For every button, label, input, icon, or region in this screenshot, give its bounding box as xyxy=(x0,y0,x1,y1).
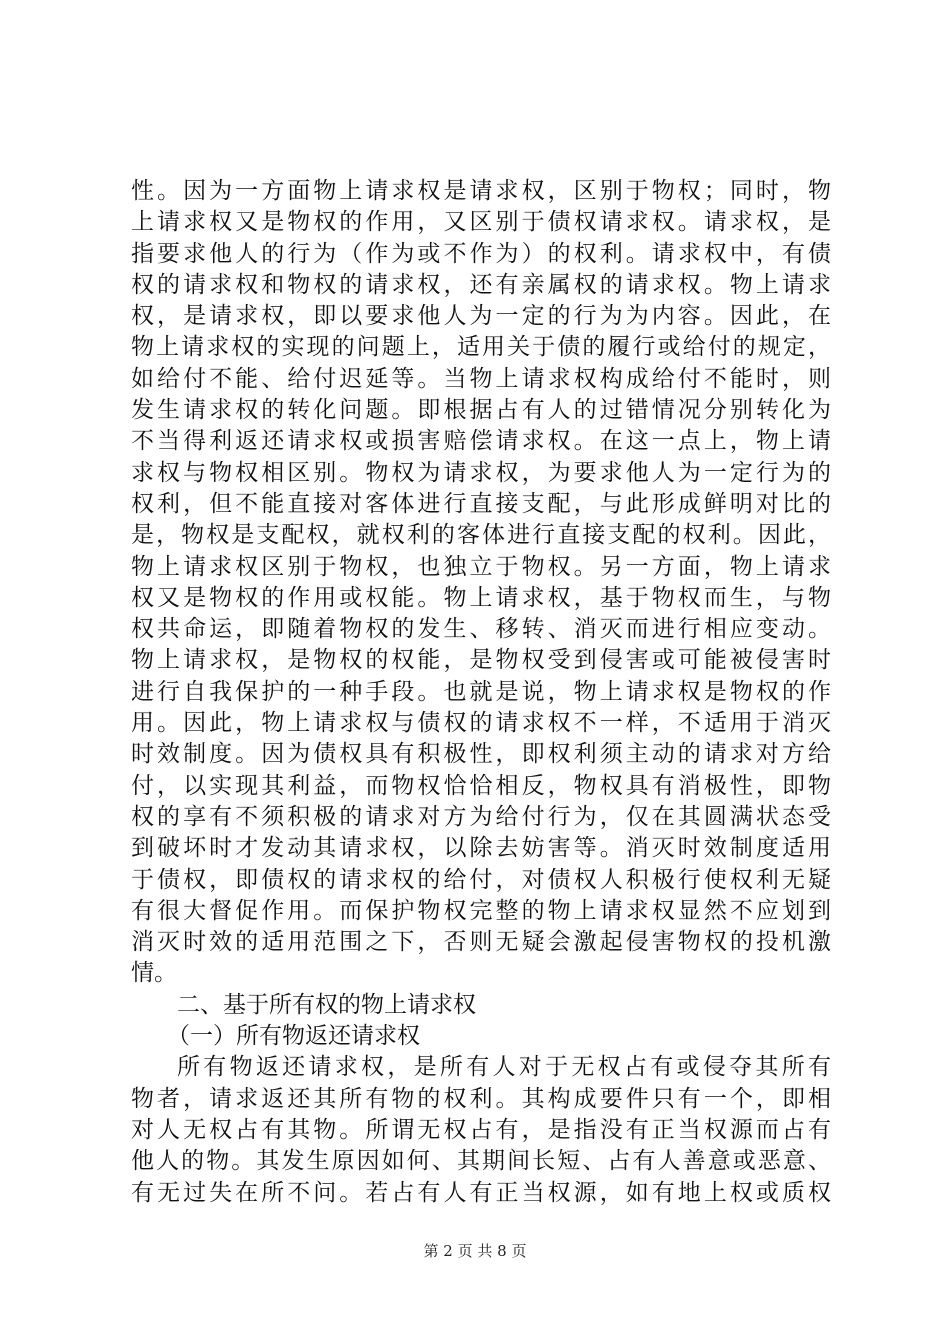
text-line: 权又是物权的作用或权能。物上请求权，基于物权而生，与物 xyxy=(131,584,831,611)
text-line: （一）所有物返还请求权 xyxy=(167,1023,420,1050)
text-line: 二、基于所有权的物上请求权 xyxy=(177,991,476,1018)
text-line: 求权与物权相区别。物权为请求权，为要求他人为一定行为的 xyxy=(131,459,831,486)
text-line: 不当得利返还请求权或损害赔偿请求权。在这一点上，物上请 xyxy=(131,428,831,455)
text-line: 情。 xyxy=(131,960,177,987)
text-line: 物上请求权，是物权的权能，是物权受到侵害或可能被侵害时 xyxy=(131,647,831,674)
text-line: 有无过失在所不问。若占有人有正当权源，如有地上权或质权 xyxy=(131,1179,831,1206)
text-line: 进行自我保护的一种手段。也就是说，物上请求权是物权的作 xyxy=(131,678,831,705)
text-line: 物上请求权区别于物权，也独立于物权。另一方面，物上请求 xyxy=(131,553,831,580)
page-footer: 第 2 页 共 8 页 xyxy=(423,1242,527,1260)
text-line: 权，是请求权，即以要求他人为一定的行为为内容。因此，在 xyxy=(131,303,831,330)
text-line: 发生请求权的转化问题。即根据占有人的过错情况分别转化为 xyxy=(131,397,831,424)
text-line: 权的享有不须积极的请求对方为给付行为，仅在其圆满状态受 xyxy=(131,803,831,830)
text-line: 物上请求权的实现的问题上，适用关于债的履行或给付的规定， xyxy=(131,334,831,361)
text-line: 所有物返还请求权，是所有人对于无权占有或侵夺其所有 xyxy=(177,1054,831,1081)
text-line: 权的请求权和物权的请求权，还有亲属权的请求权。物上请求 xyxy=(131,271,831,298)
text-line: 有很大督促作用。而保护物权完整的物上请求权显然不应划到 xyxy=(131,897,831,924)
text-line: 物者，请求返还其所有物的权利。其构成要件只有一个，即相 xyxy=(131,1085,831,1112)
text-line: 指要求他人的行为（作为或不作为）的权利。请求权中，有债 xyxy=(131,240,831,267)
text-line: 如给付不能、给付迟延等。当物上请求权构成给付不能时，则 xyxy=(131,365,831,392)
text-line: 于债权，即债权的请求权的给付，对债权人积极行使权利无疑 xyxy=(131,866,831,893)
text-line: 性。因为一方面物上请求权是请求权，区别于物权；同时，物 xyxy=(131,178,831,204)
text-line: 他人的物。其发生原因如何、其期间长短、占有人善意或恶意、 xyxy=(131,1148,831,1175)
text-line: 是，物权是支配权，就权利的客体进行直接支配的权利。因此， xyxy=(131,522,831,549)
text-line: 付，以实现其利益，而物权恰恰相反，物权具有消极性，即物 xyxy=(131,772,831,799)
text-line: 对人无权占有其物。所谓无权占有，是指没有正当权源而占有 xyxy=(131,1116,831,1143)
text-line: 时效制度。因为债权具有积极性，即权利须主动的请求对方给 xyxy=(131,741,831,768)
text-line: 到破坏时才发动其请求权，以除去妨害等。消灭时效制度适用 xyxy=(131,835,831,862)
text-line: 用。因此，物上请求权与债权的请求权不一样，不适用于消灭 xyxy=(131,710,831,737)
text-line: 消灭时效的适用范围之下，否则无疑会激起侵害物权的投机激 xyxy=(131,929,831,956)
document-body xyxy=(131,176,831,1209)
text-line: 权利，但不能直接对客体进行直接支配，与此形成鲜明对比的 xyxy=(131,490,831,517)
text-line: 上请求权又是物权的作用，又区别于债权请求权。请求权，是 xyxy=(131,209,831,236)
text-line: 权共命运，即随着物权的发生、移转、消灭而进行相应变动。 xyxy=(131,616,831,643)
